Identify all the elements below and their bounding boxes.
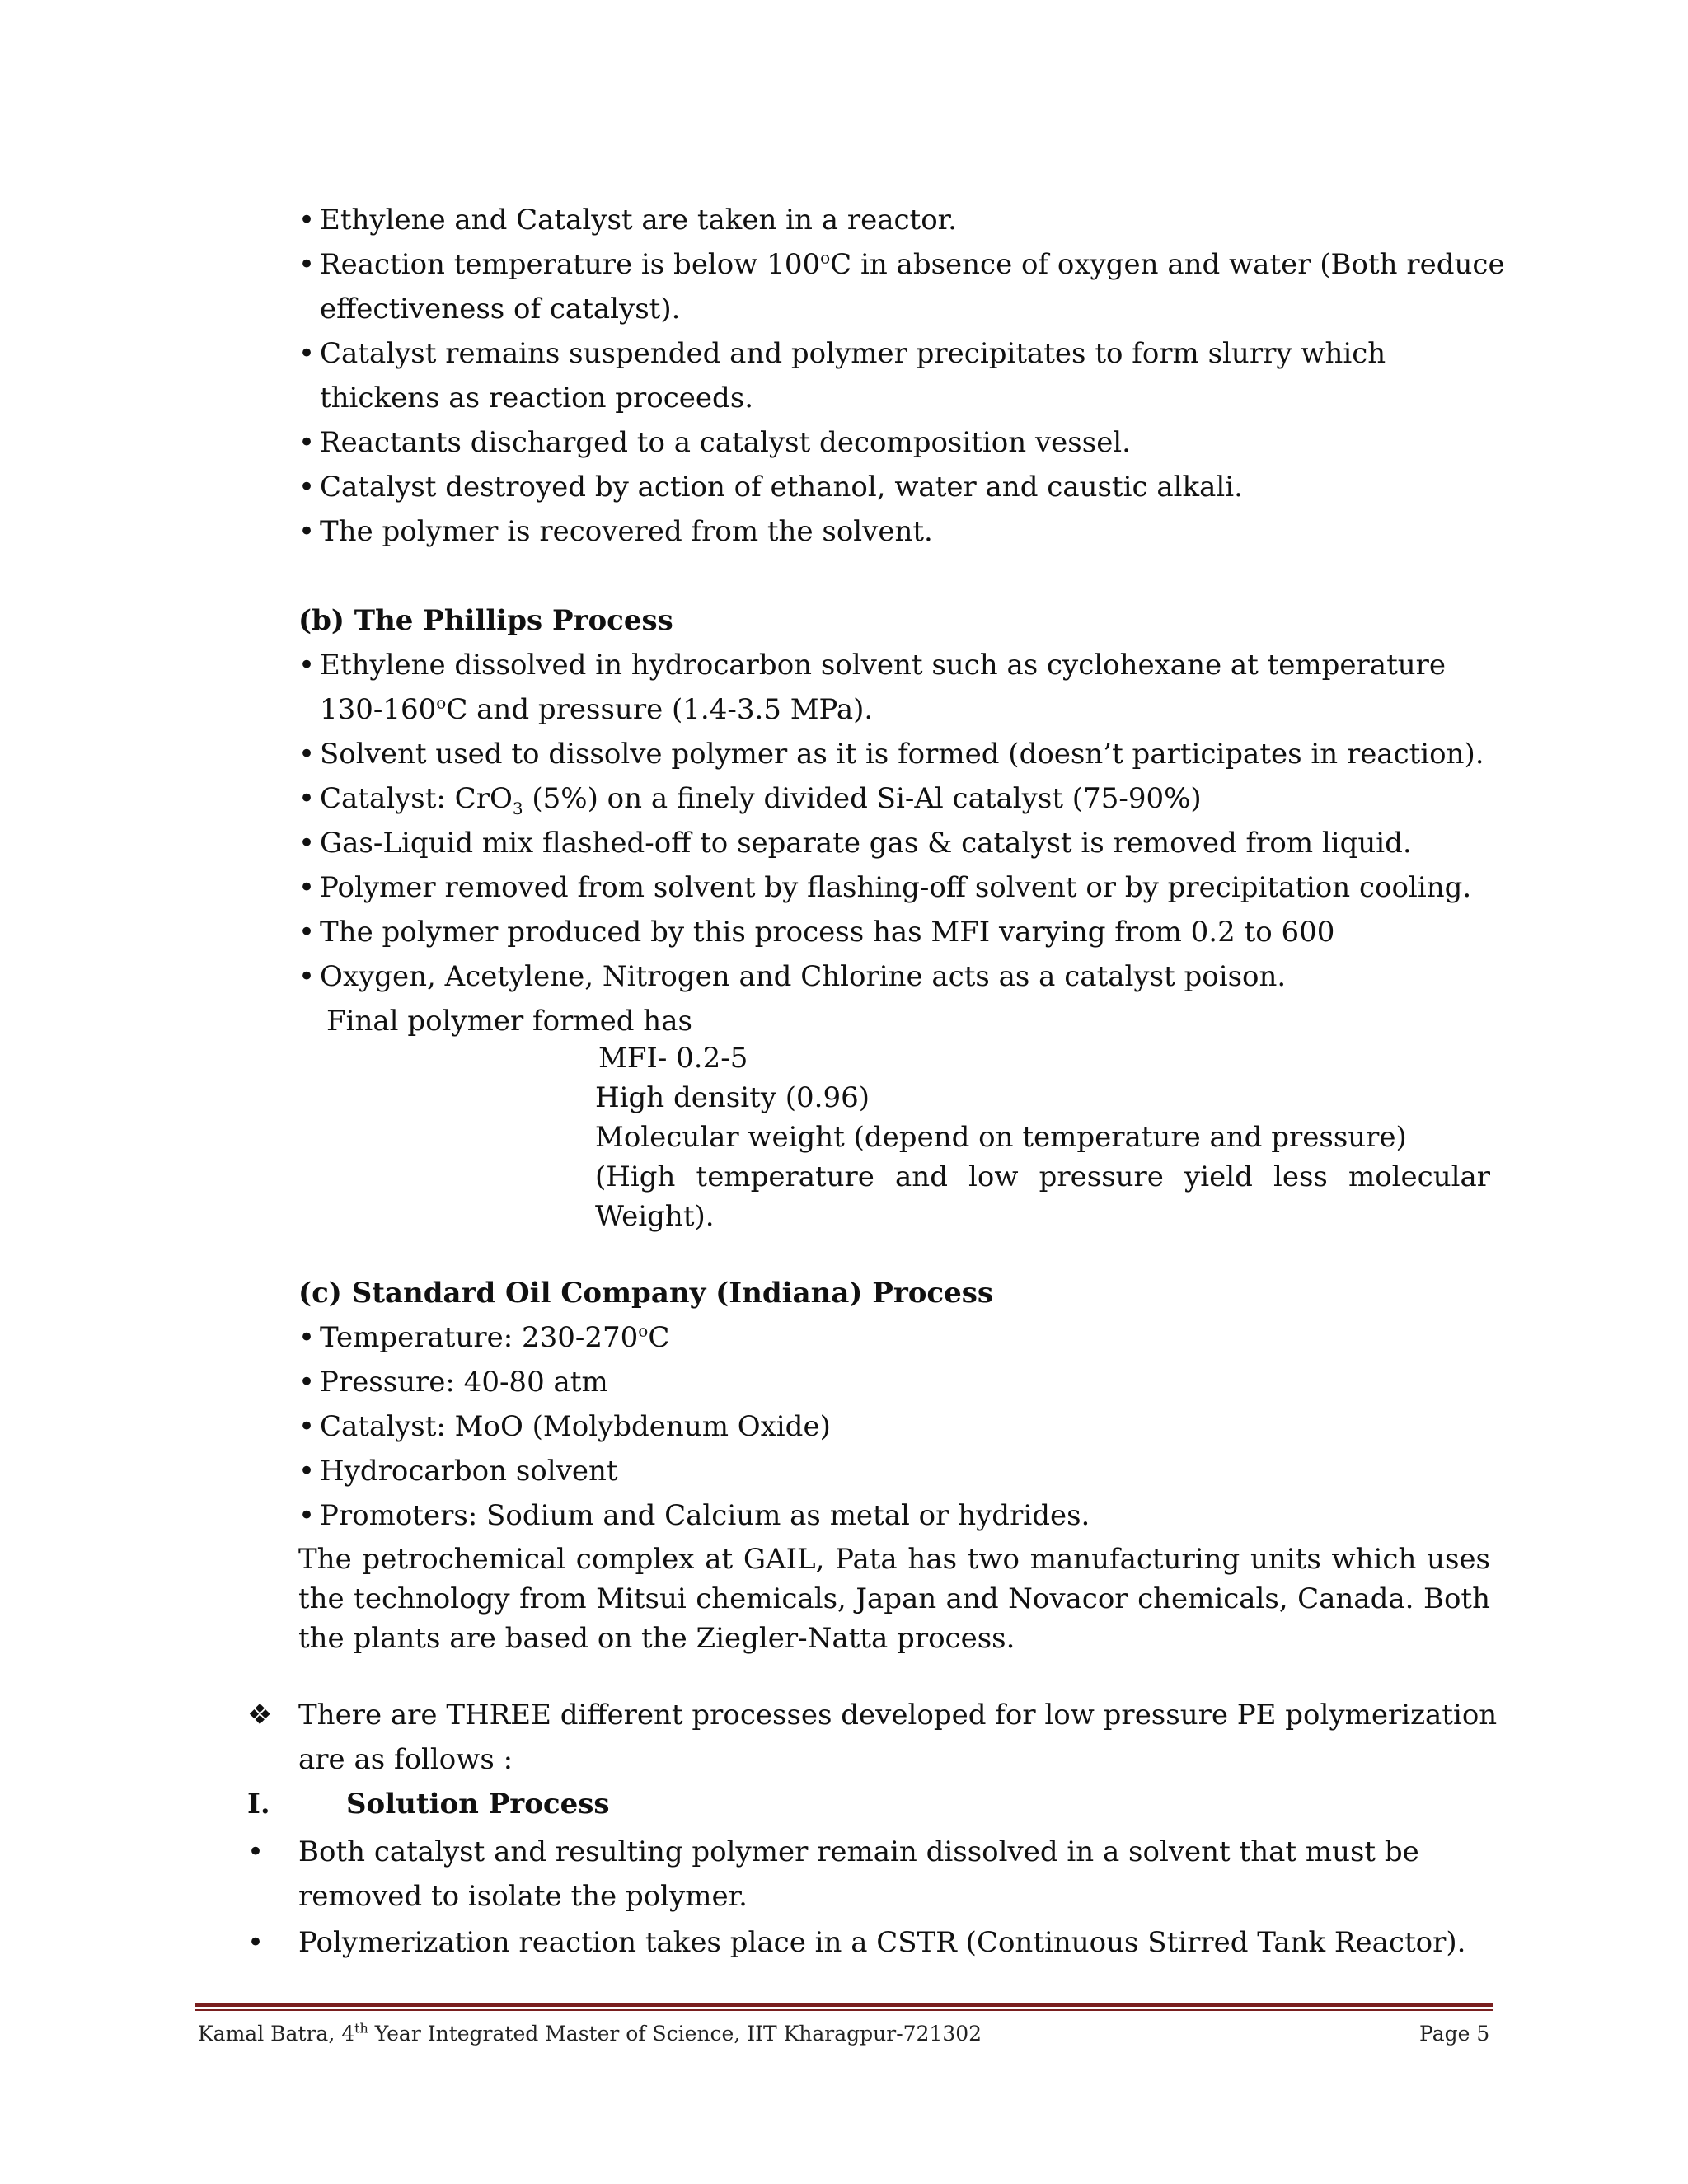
list-item: • Hydrocarbon solvent <box>298 1455 618 1488</box>
solution-bullet-2: Polymerization reaction takes place in a CSTR (Continuous Stirred Tank Reactor). <box>298 1926 1466 1959</box>
property-note: (High temperature and low pressure yield less molecular Weight). <box>595 1160 1490 1233</box>
list-item: • Catalyst: CrO$_3$ (5%) on a finely divided Si-Al catalyst (75-90%) <box>298 782 1202 818</box>
list-item: • Oxygen, Acetylene, Nitrogen and Chlorine acts as a catalyst poison. <box>298 960 1287 993</box>
footer-author: Kamal Batra, 4th Year Integrated Master of Science, IIT Kharagpur-721302 <box>198 2020 982 2046</box>
bullet-dot: • <box>247 1835 265 1868</box>
list-item: • Solvent used to dissolve polymer as it is formed (doesn’t participates in reaction). <box>298 738 1484 771</box>
list-item-continuation: 130-160$^o$C and pressure (1.4-3.5 MPa). <box>320 692 874 726</box>
footer-rule <box>195 2003 1493 2007</box>
list-item: • The polymer produced by this process has MFI varying from 0.2 to 600 <box>298 916 1335 949</box>
property-molecular-weight: Molecular weight (depend on temperature and pressure) <box>595 1121 1407 1154</box>
list-item: • Reaction temperature is below 100$^o$C in absence of oxygen and water (Both reduce <box>298 247 1505 281</box>
page-number: Page 5 <box>1419 2022 1490 2046</box>
section-heading-solution: Solution Process <box>346 1788 610 1821</box>
property-density: High density (0.96) <box>595 1081 870 1114</box>
list-item: • Promoters: Sodium and Calcium as metal or hydrides. <box>298 1499 1090 1532</box>
footer-rule-thin <box>195 2009 1493 2011</box>
list-item-continuation: effectiveness of catalyst). <box>320 293 681 326</box>
final-polymer-label: Final polymer formed has <box>326 1005 692 1038</box>
list-item-continuation: thickens as reaction proceeds. <box>320 382 754 415</box>
list-item: • Catalyst: MoO (Molybdenum Oxide) <box>298 1410 831 1443</box>
list-item: • Catalyst destroyed by action of ethanol, water and caustic alkali. <box>298 471 1243 504</box>
three-processes-line-1: There are THREE different processes developed for low pressure PE polymerization <box>298 1699 1498 1732</box>
list-item: • Reactants discharged to a catalyst decomposition vessel. <box>298 426 1131 459</box>
diamond-bullet-icon: ❖ <box>247 1699 273 1732</box>
roman-numeral: I. <box>247 1788 270 1821</box>
list-item: • The polymer is recovered from the solvent. <box>298 515 933 548</box>
list-item: • Ethylene and Catalyst are taken in a reactor. <box>298 204 957 237</box>
section-heading-phillips: (b) The Phillips Process <box>298 604 673 637</box>
three-processes-line-2: are as follows : <box>298 1743 513 1776</box>
solution-bullet-1: Both catalyst and resulting polymer remain dissolved in a solvent that must be <box>298 1835 1419 1868</box>
list-item: • Temperature: 230-270$^o$C <box>298 1320 670 1354</box>
list-item: • Ethylene dissolved in hydrocarbon solvent such as cyclohexane at temperature <box>298 649 1447 682</box>
gail-paragraph: The petrochemical complex at GAIL, Pata has two manufacturing units which uses the technology from Mitsui chemicals, Japan and Novacor chemicals, Canada. Both the plants are based on the Ziegler-Natta process. <box>298 1543 1490 1655</box>
bullet-dot: • <box>247 1926 265 1959</box>
list-item: • Pressure: 40-80 atm <box>298 1366 608 1399</box>
section-heading-indiana: (c) Standard Oil Company (Indiana) Process <box>298 1277 994 1310</box>
property-mfi: MFI- 0.2-5 <box>598 1042 748 1075</box>
solution-bullet-1-continuation: removed to isolate the polymer. <box>298 1880 748 1913</box>
list-item: • Gas-Liquid mix flashed-off to separate gas & catalyst is removed from liquid. <box>298 827 1412 860</box>
list-item: • Polymer removed from solvent by flashing-off solvent or by precipitation cooling. <box>298 871 1472 904</box>
list-item: • Catalyst remains suspended and polymer precipitates to form slurry which <box>298 337 1386 370</box>
